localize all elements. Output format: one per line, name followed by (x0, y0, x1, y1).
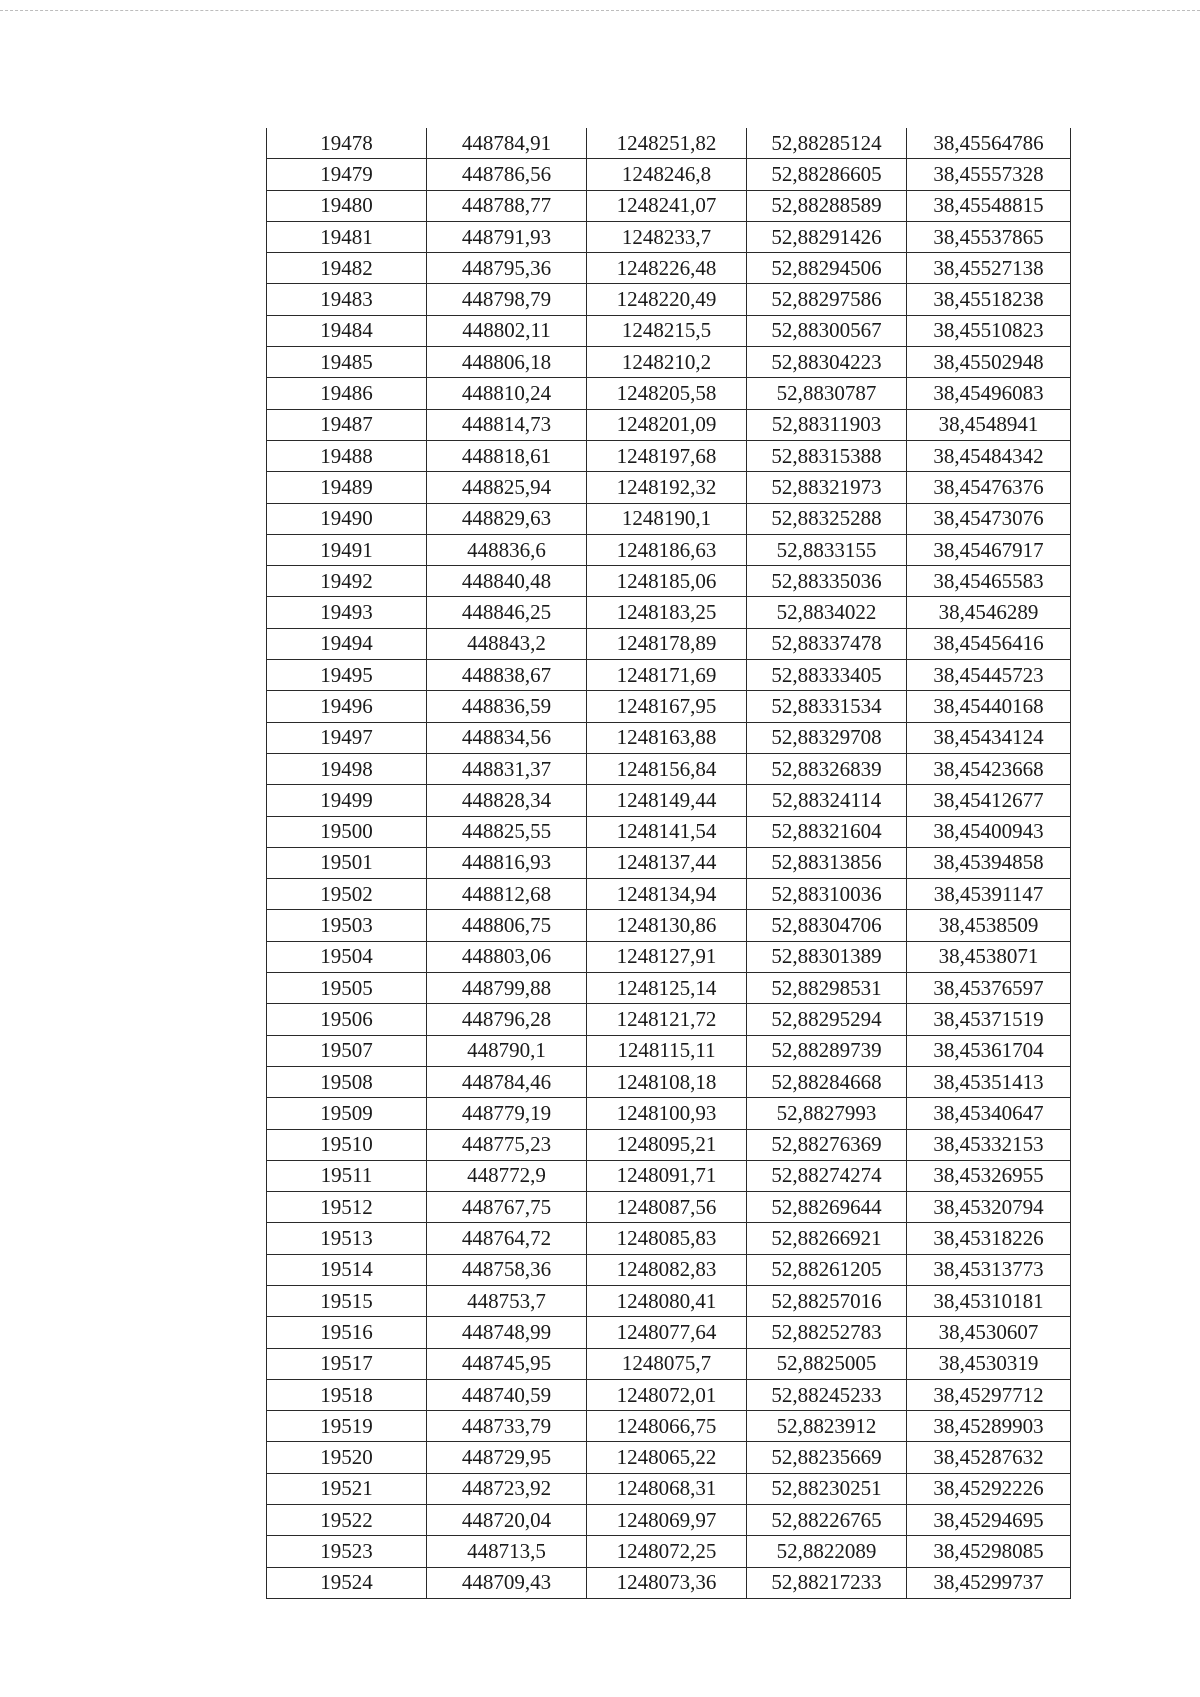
y-coordinate-cell: 1248163,88 (587, 722, 747, 753)
latitude-cell: 52,88295294 (747, 1004, 907, 1035)
point-number-cell: 19511 (267, 1160, 427, 1191)
y-coordinate-cell: 1248127,91 (587, 941, 747, 972)
latitude-cell: 52,8827993 (747, 1098, 907, 1129)
point-number-cell: 19489 (267, 472, 427, 503)
table-row (267, 910, 1071, 941)
longitude-cell: 38,45287632 (907, 1442, 1071, 1473)
point-number-cell: 19513 (267, 1223, 427, 1254)
point-number-cell: 19490 (267, 503, 427, 534)
latitude-cell: 52,88301389 (747, 941, 907, 972)
longitude-cell: 38,45510823 (907, 315, 1071, 346)
table-row (267, 1505, 1071, 1536)
point-number-cell: 19509 (267, 1098, 427, 1129)
x-coordinate-cell: 448816,93 (427, 847, 587, 878)
y-coordinate-cell: 1248121,72 (587, 1004, 747, 1035)
table-row (267, 315, 1071, 346)
y-coordinate-cell: 1248125,14 (587, 973, 747, 1004)
longitude-cell: 38,45313773 (907, 1254, 1071, 1285)
y-coordinate-cell: 1248091,71 (587, 1160, 747, 1191)
point-number-cell: 19500 (267, 816, 427, 847)
table-row (267, 503, 1071, 534)
longitude-cell: 38,45310181 (907, 1285, 1071, 1316)
y-coordinate-cell: 1248068,31 (587, 1473, 747, 1504)
point-number-cell: 19495 (267, 660, 427, 691)
table-row (267, 597, 1071, 628)
x-coordinate-cell: 448709,43 (427, 1567, 587, 1598)
y-coordinate-cell: 1248077,64 (587, 1317, 747, 1348)
point-number-cell: 19493 (267, 597, 427, 628)
y-coordinate-cell: 1248251,82 (587, 128, 747, 159)
point-number-cell: 19499 (267, 785, 427, 816)
point-number-cell: 19478 (267, 128, 427, 159)
latitude-cell: 52,88286605 (747, 159, 907, 190)
x-coordinate-cell: 448802,11 (427, 315, 587, 346)
x-coordinate-cell: 448720,04 (427, 1505, 587, 1536)
longitude-cell: 38,45292226 (907, 1473, 1071, 1504)
longitude-cell: 38,45294695 (907, 1505, 1071, 1536)
table-row (267, 1066, 1071, 1097)
latitude-cell: 52,88226765 (747, 1505, 907, 1536)
point-number-cell: 19492 (267, 566, 427, 597)
latitude-cell: 52,88294506 (747, 253, 907, 284)
latitude-cell: 52,88257016 (747, 1285, 907, 1316)
table-row (267, 1160, 1071, 1191)
point-number-cell: 19516 (267, 1317, 427, 1348)
longitude-cell: 38,4538509 (907, 910, 1071, 941)
longitude-cell: 38,45412677 (907, 785, 1071, 816)
y-coordinate-cell: 1248183,25 (587, 597, 747, 628)
latitude-cell: 52,88331534 (747, 691, 907, 722)
longitude-cell: 38,45518238 (907, 284, 1071, 315)
longitude-cell: 38,45351413 (907, 1066, 1071, 1097)
latitude-cell: 52,88298531 (747, 973, 907, 1004)
longitude-cell: 38,45465583 (907, 566, 1071, 597)
longitude-cell: 38,45456416 (907, 628, 1071, 659)
point-number-cell: 19501 (267, 847, 427, 878)
x-coordinate-cell: 448753,7 (427, 1285, 587, 1316)
latitude-cell: 52,88284668 (747, 1066, 907, 1097)
y-coordinate-cell: 1248241,07 (587, 190, 747, 221)
table-row (267, 1411, 1071, 1442)
x-coordinate-cell: 448758,36 (427, 1254, 587, 1285)
y-coordinate-cell: 1248156,84 (587, 753, 747, 784)
latitude-cell: 52,8833155 (747, 534, 907, 565)
y-coordinate-cell: 1248246,8 (587, 159, 747, 190)
point-number-cell: 19517 (267, 1348, 427, 1379)
longitude-cell: 38,45318226 (907, 1223, 1071, 1254)
x-coordinate-cell: 448748,99 (427, 1317, 587, 1348)
longitude-cell: 38,45496083 (907, 378, 1071, 409)
x-coordinate-cell: 448740,59 (427, 1379, 587, 1410)
y-coordinate-cell: 1248073,36 (587, 1567, 747, 1598)
longitude-cell: 38,4548941 (907, 409, 1071, 440)
point-number-cell: 19520 (267, 1442, 427, 1473)
x-coordinate-cell: 448828,34 (427, 785, 587, 816)
x-coordinate-cell: 448831,37 (427, 753, 587, 784)
y-coordinate-cell: 1248201,09 (587, 409, 747, 440)
latitude-cell: 52,88321604 (747, 816, 907, 847)
latitude-cell: 52,88324114 (747, 785, 907, 816)
x-coordinate-cell: 448814,73 (427, 409, 587, 440)
point-number-cell: 19479 (267, 159, 427, 190)
latitude-cell: 52,88333405 (747, 660, 907, 691)
table-row (267, 1473, 1071, 1504)
longitude-cell: 38,45484342 (907, 440, 1071, 471)
x-coordinate-cell: 448733,79 (427, 1411, 587, 1442)
point-number-cell: 19480 (267, 190, 427, 221)
latitude-cell: 52,88285124 (747, 128, 907, 159)
longitude-cell: 38,45394858 (907, 847, 1071, 878)
longitude-cell: 38,45371519 (907, 1004, 1071, 1035)
x-coordinate-cell: 448812,68 (427, 879, 587, 910)
y-coordinate-cell: 1248141,54 (587, 816, 747, 847)
latitude-cell: 52,88329708 (747, 722, 907, 753)
x-coordinate-cell: 448846,25 (427, 597, 587, 628)
x-coordinate-cell: 448803,06 (427, 941, 587, 972)
table-row (267, 566, 1071, 597)
table-row (267, 785, 1071, 816)
longitude-cell: 38,45527138 (907, 253, 1071, 284)
point-number-cell: 19503 (267, 910, 427, 941)
table-row (267, 847, 1071, 878)
y-coordinate-cell: 1248190,1 (587, 503, 747, 534)
y-coordinate-cell: 1248185,06 (587, 566, 747, 597)
table-row (267, 722, 1071, 753)
latitude-cell: 52,88261205 (747, 1254, 907, 1285)
point-number-cell: 19494 (267, 628, 427, 659)
longitude-cell: 38,45400943 (907, 816, 1071, 847)
longitude-cell: 38,45445723 (907, 660, 1071, 691)
longitude-cell: 38,45440168 (907, 691, 1071, 722)
table-row (267, 1254, 1071, 1285)
point-number-cell: 19502 (267, 879, 427, 910)
y-coordinate-cell: 1248215,5 (587, 315, 747, 346)
latitude-cell: 52,88315388 (747, 440, 907, 471)
table-row (267, 628, 1071, 659)
latitude-cell: 52,88337478 (747, 628, 907, 659)
table-row (267, 284, 1071, 315)
longitude-cell: 38,45299737 (907, 1567, 1071, 1598)
longitude-cell: 38,45297712 (907, 1379, 1071, 1410)
y-coordinate-cell: 1248082,83 (587, 1254, 747, 1285)
latitude-cell: 52,88266921 (747, 1223, 907, 1254)
y-coordinate-cell: 1248233,7 (587, 221, 747, 252)
x-coordinate-cell: 448772,9 (427, 1160, 587, 1191)
x-coordinate-cell: 448779,19 (427, 1098, 587, 1129)
latitude-cell: 52,8830787 (747, 378, 907, 409)
longitude-cell: 38,45537865 (907, 221, 1071, 252)
x-coordinate-cell: 448745,95 (427, 1348, 587, 1379)
y-coordinate-cell: 1248137,44 (587, 847, 747, 878)
point-number-cell: 19491 (267, 534, 427, 565)
latitude-cell: 52,88313856 (747, 847, 907, 878)
longitude-cell: 38,45476376 (907, 472, 1071, 503)
y-coordinate-cell: 1248134,94 (587, 879, 747, 910)
longitude-cell: 38,45320794 (907, 1192, 1071, 1223)
longitude-cell: 38,45473076 (907, 503, 1071, 534)
x-coordinate-cell: 448767,75 (427, 1192, 587, 1223)
y-coordinate-cell: 1248075,7 (587, 1348, 747, 1379)
latitude-cell: 52,88274274 (747, 1160, 907, 1191)
x-coordinate-cell: 448836,59 (427, 691, 587, 722)
point-number-cell: 19496 (267, 691, 427, 722)
longitude-cell: 38,4546289 (907, 597, 1071, 628)
x-coordinate-cell: 448838,67 (427, 660, 587, 691)
latitude-cell: 52,88288589 (747, 190, 907, 221)
point-number-cell: 19486 (267, 378, 427, 409)
table-row (267, 816, 1071, 847)
table-row (267, 534, 1071, 565)
longitude-cell: 38,45289903 (907, 1411, 1071, 1442)
table-row (267, 941, 1071, 972)
latitude-cell: 52,88304706 (747, 910, 907, 941)
table-row (267, 691, 1071, 722)
point-number-cell: 19485 (267, 347, 427, 378)
point-number-cell: 19507 (267, 1035, 427, 1066)
point-number-cell: 19498 (267, 753, 427, 784)
table-row (267, 128, 1071, 159)
latitude-cell: 52,88245233 (747, 1379, 907, 1410)
latitude-cell: 52,88297586 (747, 284, 907, 315)
x-coordinate-cell: 448795,36 (427, 253, 587, 284)
latitude-cell: 52,8822089 (747, 1536, 907, 1567)
point-number-cell: 19523 (267, 1536, 427, 1567)
point-number-cell: 19488 (267, 440, 427, 471)
latitude-cell: 52,88217233 (747, 1567, 907, 1598)
point-number-cell: 19518 (267, 1379, 427, 1410)
table-row (267, 1004, 1071, 1035)
y-coordinate-cell: 1248171,69 (587, 660, 747, 691)
x-coordinate-cell: 448764,72 (427, 1223, 587, 1254)
latitude-cell: 52,88276369 (747, 1129, 907, 1160)
table-row (267, 1035, 1071, 1066)
y-coordinate-cell: 1248065,22 (587, 1442, 747, 1473)
y-coordinate-cell: 1248080,41 (587, 1285, 747, 1316)
point-number-cell: 19506 (267, 1004, 427, 1035)
x-coordinate-cell: 448788,77 (427, 190, 587, 221)
table-row (267, 879, 1071, 910)
longitude-cell: 38,45391147 (907, 879, 1071, 910)
table-row (267, 753, 1071, 784)
point-number-cell: 19512 (267, 1192, 427, 1223)
point-number-cell: 19483 (267, 284, 427, 315)
table-row (267, 660, 1071, 691)
latitude-cell: 52,88252783 (747, 1317, 907, 1348)
latitude-cell: 52,88326839 (747, 753, 907, 784)
table-row (267, 1223, 1071, 1254)
table-row (267, 221, 1071, 252)
table-row (267, 1567, 1071, 1598)
point-number-cell: 19522 (267, 1505, 427, 1536)
longitude-cell: 38,45564786 (907, 128, 1071, 159)
point-number-cell: 19521 (267, 1473, 427, 1504)
longitude-cell: 38,45298085 (907, 1536, 1071, 1567)
longitude-cell: 38,45326955 (907, 1160, 1071, 1191)
x-coordinate-cell: 448806,75 (427, 910, 587, 941)
x-coordinate-cell: 448790,1 (427, 1035, 587, 1066)
point-number-cell: 19481 (267, 221, 427, 252)
x-coordinate-cell: 448818,61 (427, 440, 587, 471)
y-coordinate-cell: 1248095,21 (587, 1129, 747, 1160)
point-number-cell: 19510 (267, 1129, 427, 1160)
y-coordinate-cell: 1248066,75 (587, 1411, 747, 1442)
y-coordinate-cell: 1248197,68 (587, 440, 747, 471)
table-row (267, 440, 1071, 471)
point-number-cell: 19482 (267, 253, 427, 284)
scan-top-edge-line (0, 10, 1200, 11)
y-coordinate-cell: 1248149,44 (587, 785, 747, 816)
point-number-cell: 19504 (267, 941, 427, 972)
table-row (267, 1192, 1071, 1223)
x-coordinate-cell: 448836,6 (427, 534, 587, 565)
y-coordinate-cell: 1248226,48 (587, 253, 747, 284)
table-row (267, 190, 1071, 221)
y-coordinate-cell: 1248100,93 (587, 1098, 747, 1129)
latitude-cell: 52,88321973 (747, 472, 907, 503)
longitude-cell: 38,45434124 (907, 722, 1071, 753)
x-coordinate-cell: 448825,55 (427, 816, 587, 847)
y-coordinate-cell: 1248192,32 (587, 472, 747, 503)
x-coordinate-cell: 448723,92 (427, 1473, 587, 1504)
table-row (267, 1442, 1071, 1473)
y-coordinate-cell: 1248130,86 (587, 910, 747, 941)
x-coordinate-cell: 448843,2 (427, 628, 587, 659)
longitude-cell: 38,45548815 (907, 190, 1071, 221)
table-row (267, 472, 1071, 503)
point-number-cell: 19497 (267, 722, 427, 753)
table-row (267, 253, 1071, 284)
x-coordinate-cell: 448825,94 (427, 472, 587, 503)
longitude-cell: 38,45557328 (907, 159, 1071, 190)
longitude-cell: 38,45423668 (907, 753, 1071, 784)
latitude-cell: 52,88325288 (747, 503, 907, 534)
longitude-cell: 38,45340647 (907, 1098, 1071, 1129)
y-coordinate-cell: 1248220,49 (587, 284, 747, 315)
x-coordinate-cell: 448840,48 (427, 566, 587, 597)
y-coordinate-cell: 1248167,95 (587, 691, 747, 722)
point-number-cell: 19515 (267, 1285, 427, 1316)
latitude-cell: 52,88230251 (747, 1473, 907, 1504)
coordinates-table-body (267, 128, 1071, 1598)
point-number-cell: 19508 (267, 1066, 427, 1097)
table-row (267, 409, 1071, 440)
y-coordinate-cell: 1248072,01 (587, 1379, 747, 1410)
y-coordinate-cell: 1248178,89 (587, 628, 747, 659)
y-coordinate-cell: 1248210,2 (587, 347, 747, 378)
x-coordinate-cell: 448806,18 (427, 347, 587, 378)
coordinates-table (266, 128, 1071, 1599)
latitude-cell: 52,8834022 (747, 597, 907, 628)
latitude-cell: 52,8823912 (747, 1411, 907, 1442)
longitude-cell: 38,45361704 (907, 1035, 1071, 1066)
x-coordinate-cell: 448796,28 (427, 1004, 587, 1035)
y-coordinate-cell: 1248085,83 (587, 1223, 747, 1254)
y-coordinate-cell: 1248087,56 (587, 1192, 747, 1223)
x-coordinate-cell: 448829,63 (427, 503, 587, 534)
x-coordinate-cell: 448791,93 (427, 221, 587, 252)
table-row (267, 378, 1071, 409)
point-number-cell: 19514 (267, 1254, 427, 1285)
table-row (267, 1098, 1071, 1129)
latitude-cell: 52,88289739 (747, 1035, 907, 1066)
point-number-cell: 19519 (267, 1411, 427, 1442)
longitude-cell: 38,45332153 (907, 1129, 1071, 1160)
table-row (267, 1129, 1071, 1160)
table-row (267, 973, 1071, 1004)
y-coordinate-cell: 1248072,25 (587, 1536, 747, 1567)
x-coordinate-cell: 448834,56 (427, 722, 587, 753)
table-row (267, 159, 1071, 190)
x-coordinate-cell: 448786,56 (427, 159, 587, 190)
latitude-cell: 52,88235669 (747, 1442, 907, 1473)
longitude-cell: 38,45467917 (907, 534, 1071, 565)
longitude-cell: 38,45376597 (907, 973, 1071, 1004)
latitude-cell: 52,88269644 (747, 1192, 907, 1223)
longitude-cell: 38,4530607 (907, 1317, 1071, 1348)
x-coordinate-cell: 448810,24 (427, 378, 587, 409)
y-coordinate-cell: 1248108,18 (587, 1066, 747, 1097)
latitude-cell: 52,88300567 (747, 315, 907, 346)
table-row (267, 1348, 1071, 1379)
x-coordinate-cell: 448729,95 (427, 1442, 587, 1473)
latitude-cell: 52,88304223 (747, 347, 907, 378)
x-coordinate-cell: 448798,79 (427, 284, 587, 315)
point-number-cell: 19505 (267, 973, 427, 1004)
latitude-cell: 52,8825005 (747, 1348, 907, 1379)
point-number-cell: 19484 (267, 315, 427, 346)
y-coordinate-cell: 1248186,63 (587, 534, 747, 565)
x-coordinate-cell: 448784,91 (427, 128, 587, 159)
y-coordinate-cell: 1248205,58 (587, 378, 747, 409)
point-number-cell: 19487 (267, 409, 427, 440)
longitude-cell: 38,45502948 (907, 347, 1071, 378)
latitude-cell: 52,88291426 (747, 221, 907, 252)
x-coordinate-cell: 448775,23 (427, 1129, 587, 1160)
x-coordinate-cell: 448799,88 (427, 973, 587, 1004)
table-row (267, 1379, 1071, 1410)
y-coordinate-cell: 1248069,97 (587, 1505, 747, 1536)
table-row (267, 347, 1071, 378)
longitude-cell: 38,4538071 (907, 941, 1071, 972)
table-row (267, 1317, 1071, 1348)
latitude-cell: 52,88311903 (747, 409, 907, 440)
table-row (267, 1285, 1071, 1316)
y-coordinate-cell: 1248115,11 (587, 1035, 747, 1066)
table-row (267, 1536, 1071, 1567)
longitude-cell: 38,4530319 (907, 1348, 1071, 1379)
latitude-cell: 52,88335036 (747, 566, 907, 597)
x-coordinate-cell: 448784,46 (427, 1066, 587, 1097)
point-number-cell: 19524 (267, 1567, 427, 1598)
latitude-cell: 52,88310036 (747, 879, 907, 910)
x-coordinate-cell: 448713,5 (427, 1536, 587, 1567)
